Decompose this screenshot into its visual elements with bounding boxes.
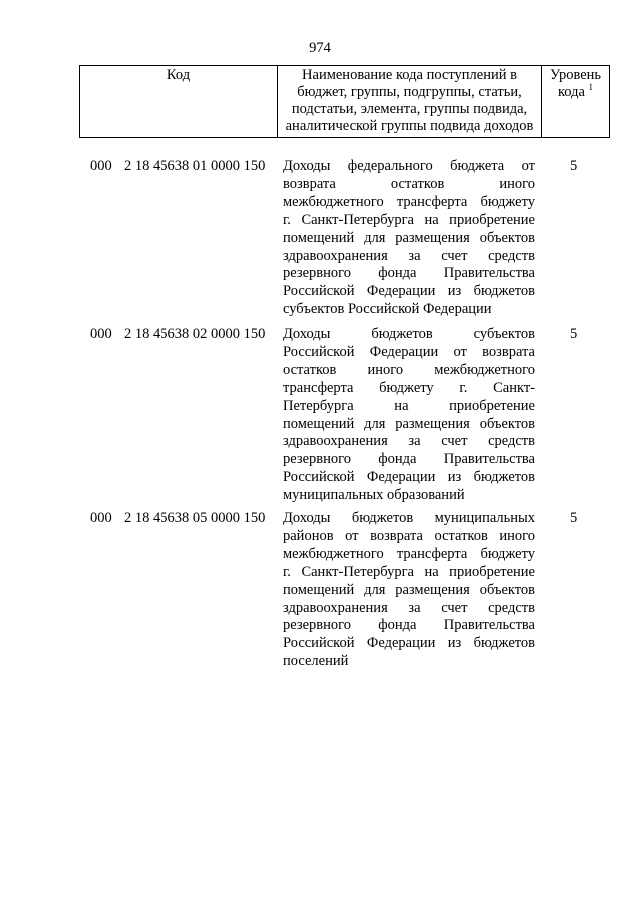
income-description [283,158,535,319]
table-header [79,65,610,138]
budget-classification-code: 2 18 45638 05 0000 150 [124,510,266,526]
description-line: Российской Федерации от возврата [283,343,535,360]
description-line: здравоохранения за счет средств [283,433,535,450]
header-level-label: кода [557,84,585,100]
description-line: г. Санкт-Петербурга на приобретение [283,563,535,580]
description-line: возврата остатков иного [283,175,535,192]
description-line: Доходы бюджетов муниципальных [283,510,535,526]
header-name-line: аналитической группы подвида доходов [285,118,534,134]
description-line: резервного фонда Правительства [283,451,535,468]
description-line: резервного фонда Правительства [283,617,535,634]
footnote-marker: 1 [588,82,594,93]
description-line: субъектов Российской Федерации [283,301,492,318]
description-line: Российской Федерации из бюджетов [283,635,535,652]
header-name-line: подстатьи, элемента, группы подвида, [291,101,528,117]
description-line: помещений для размещения объектов [283,415,535,432]
header-name-line: бюджет, группы, подгруппы, статьи, [297,84,522,100]
description-line: помещений для размещения объектов [283,581,535,598]
header-level [542,66,609,137]
description-line: помещений для размещения объектов [283,229,535,246]
description-line: Российской Федерации из бюджетов [283,469,535,486]
description-line: здравоохранения за счет средств [283,599,535,616]
description-line: здравоохранения за счет средств [283,247,535,264]
description-line: поселений [283,653,349,670]
budget-classification-code: 2 18 45638 02 0000 150 [124,326,266,342]
description-line: межбюджетного трансферта бюджету [283,545,535,562]
income-description [283,326,535,505]
description-line: Доходы федерального бюджета от [283,158,535,174]
budget-classification-code: 2 18 45638 01 0000 150 [124,158,266,174]
description-line: Доходы бюджетов субъектов [283,326,535,342]
header-name-line: Наименование кода поступлений в [302,67,517,83]
description-line: Петербурга на приобретение [283,397,535,414]
code-level: 5 [570,326,578,342]
admin-code: 000 [90,326,112,342]
description-line: межбюджетного трансферта бюджету [283,193,535,210]
code-level: 5 [570,510,578,526]
description-line: остатков иного межбюджетного [283,361,535,378]
income-description [283,510,535,671]
description-line: районов от возврата остатков иного [283,527,535,544]
page-number: 974 [309,40,331,56]
description-line: трансферта бюджету г. Санкт- [283,379,535,396]
admin-code: 000 [90,510,112,526]
code-level: 5 [570,158,578,174]
header-level-line: Уровень [549,67,602,83]
description-line: муниципальных образований [283,487,465,504]
header-level-line [542,84,609,101]
header-name [278,66,542,137]
description-line: Российской Федерации из бюджетов [283,283,535,300]
description-line: резервного фонда Правительства [283,265,535,282]
admin-code: 000 [90,158,112,174]
description-line: г. Санкт-Петербурга на приобретение [283,211,535,228]
header-code: Код [80,66,278,137]
